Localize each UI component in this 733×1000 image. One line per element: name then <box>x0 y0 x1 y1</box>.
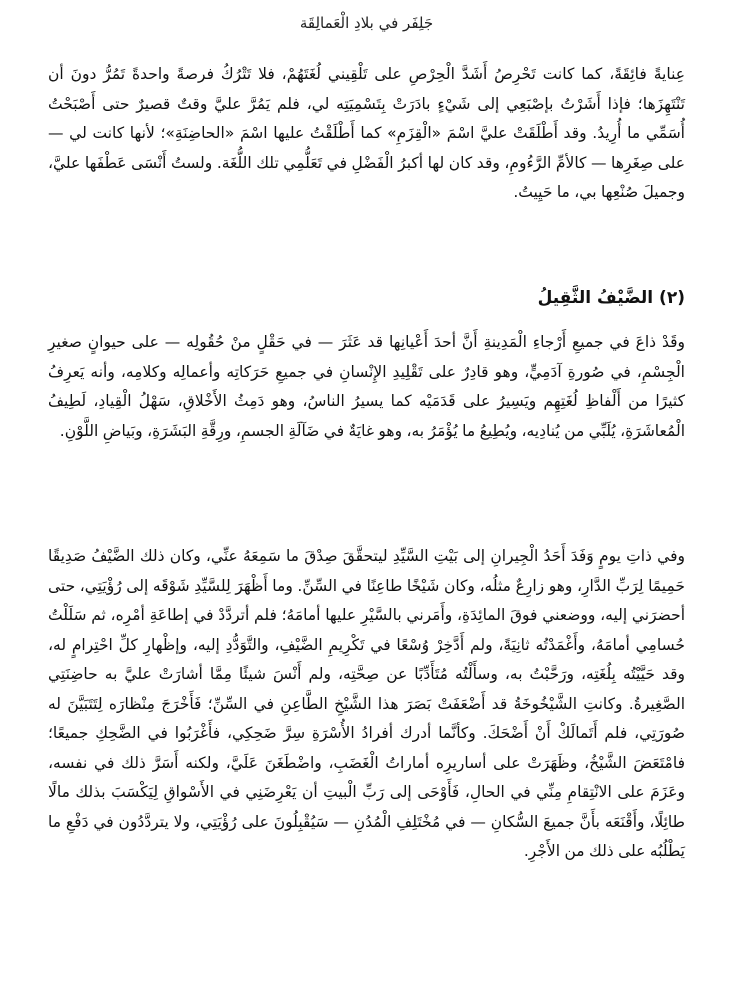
running-header: جَلِفَر في بلادِ الْعَمالِقَة <box>299 14 434 32</box>
paragraph: عِنايةً فائِقَةً، كما كانت تَحْرِصُ أَشَدَّ الْحِرْصِ على تَلْقِيني لُغَتَهُمْ، فلا تَتْرُكُ فرصةً واحدةً تَمُرُّ دونَ أن تَنْتَهِزَها؛ فإذا أَشَرْتُ بإصْبَعِي إلى شَيْءٍ بادَرَتْ بِتَسْمِيَتِه لي، فلم يَمُرَّ عليَّ وقتٌ قصيرٌ حتى أَصْبَحْتُ أُسَمِّي ما أُرِيدُ. وقد أَطْلَقَتْ عليَّ اسْمَ «الْقِزَمِ» كما أَطْلَقْتُ عليها اسْمَ «الحاضِنَةِ»؛ لأنها كانت لي — على صِغَرِها — كالأمِّ الرَّءُومِ، وقد كان لها أكبرُ الْفَضْلِ في تَعَلُّمِي تلك اللُّغَة. ولستُ أَنْسَى عَطْفَها عليَّ، وجميلَ صُنْعِها بي، ما حَيِيتُ. <box>48 65 685 201</box>
paragraph: وقَدْ ذاعَ في جميعِ أَرْجاءِ الْمَدِينةِ أَنَّ أحدَ أَعْيانِها قد عَثَرَ — في حَقْلٍ منْ حُقُولِه — على حيوانٍ صغيرِ الْجِسْمِ، في صُورةِ آدَمِيٍّ، وهو قادِرٌ على تَقْلِيدِ الإِنْسانِ في جميعِ حَرَكاتِه وأعمالِه وكلامِه، وأنه يَعرِفُ كثيرًا من أَلْفاظِ لُغَتِهِم ويَسِيرُ على قَدَمَيْه كما يسيرُ الناسُ، وهو دَمِثُ الأَخْلاقِ، سَهْلُ الْقِيادِ، لَطِيفُ الْمُعاشَرَةِ، يُلَبِّي من يُنادِيه، ويُطِيعُ ما يُؤْمَرُ به، وهو غايَةٌ في ضَآلَةِ الجسمِ، ورِقَّةِ البَشَرَةِ، وبَياضِ اللَّوْنِ. <box>48 333 685 440</box>
section-heading: (٢) الضَّيْفُ الثَّقِيلُ <box>537 288 685 308</box>
paragraph: وفي ذاتِ يومٍ وَفَدَ أَحَدُ الْجِيرانِ إلى بَيْتِ السَّيِّدِ ليتحقَّقَ صِدْقَ ما سَمِعَهُ عنِّي، وكان ذلك الضَّيْفُ صَدِيقًا حَمِيمًا لِرَبِّ الدَّارِ، وهو زارِعٌ مثلُه، وكان شَيْخًا طاعِنًا في السِّنِّ. وما أَظْهَرَ لِلسَّيِّدِ شَوْقَه إلى رُؤْيَتِي، حتى أحضرَني إليه، ووضعني فوقَ المائِدَةِ، وأَمَرني بالسَّيْرِ عليها أمامَهُ؛ فلم أتردَّدْ في إطاعَةِ أمْرِه، ثم سَلَلْتُ حُسامِي أمامَهُ، وأَغْمَدْتُه ثانِيَةً، ولم أَدَّخِرْ وُسْعًا في تَكْرِيمِ الضَّيْفِ، والتَّوَدُّدِ إليه، وإظْهارِ كلِّ احْتِرامٍ له، وقد حَيَّيْتُه بِلُغَتِه، ورَحَّبْتُ به، وسأَلْتُه مُتَأَدِّبًا عن صِحَّتِه، ولم أَنْسَ شيئًا مِمَّا أشارَتْ عليَّ به حاضِنَتِي الصَّغِيرةُ. وكانتِ الشَّيْخُوخَةُ قد أَضْعَفَتْ بَصَرَ هذا الشَّيْخِ الطَّاعِنِ في السِّنِّ؛ فَأَخْرَجَ مِنْظارَه لِتَتَبَيَّنَ له صُورَتِي، فلم أَتَمالَكْ أَنْ أَضْحَكَ. وكأنَّما أدرك أفرادُ الأُسْرَةِ سِرَّ ضَحِكِي، فأَغْرَبُوا في الضَّحِكِ جميعًا؛ فامْتَعَضَ الشَّيْخُ، وظَهَرَتْ على أساريرِه أماراتُ الْغَضَبِ، واضْطَغَنَ عَلَيَّ، ولكنه أَسَرَّ ذلك في نفسه، وعَزَمَ على الانْتِقامِ مِنِّي في الحالِ، فَأَوْحَى إلى رَبِّ الْبيتِ أن يَعْرِضَنِي في الأَسْواقِ لِيَكْسَبَ بذلك مالًا طائِلًا، وأَقْنَعَه بأَنَّ جميعَ السُّكانِ — في مُخْتَلِفِ الْمُدُنِ — سَيُقْبِلُونَ على رُؤْيَتِي، ولا يتردَّدُون في دَفْعِ ما يَطْلُبُه على ذلك من الأَجْرِ. <box>48 547 685 860</box>
